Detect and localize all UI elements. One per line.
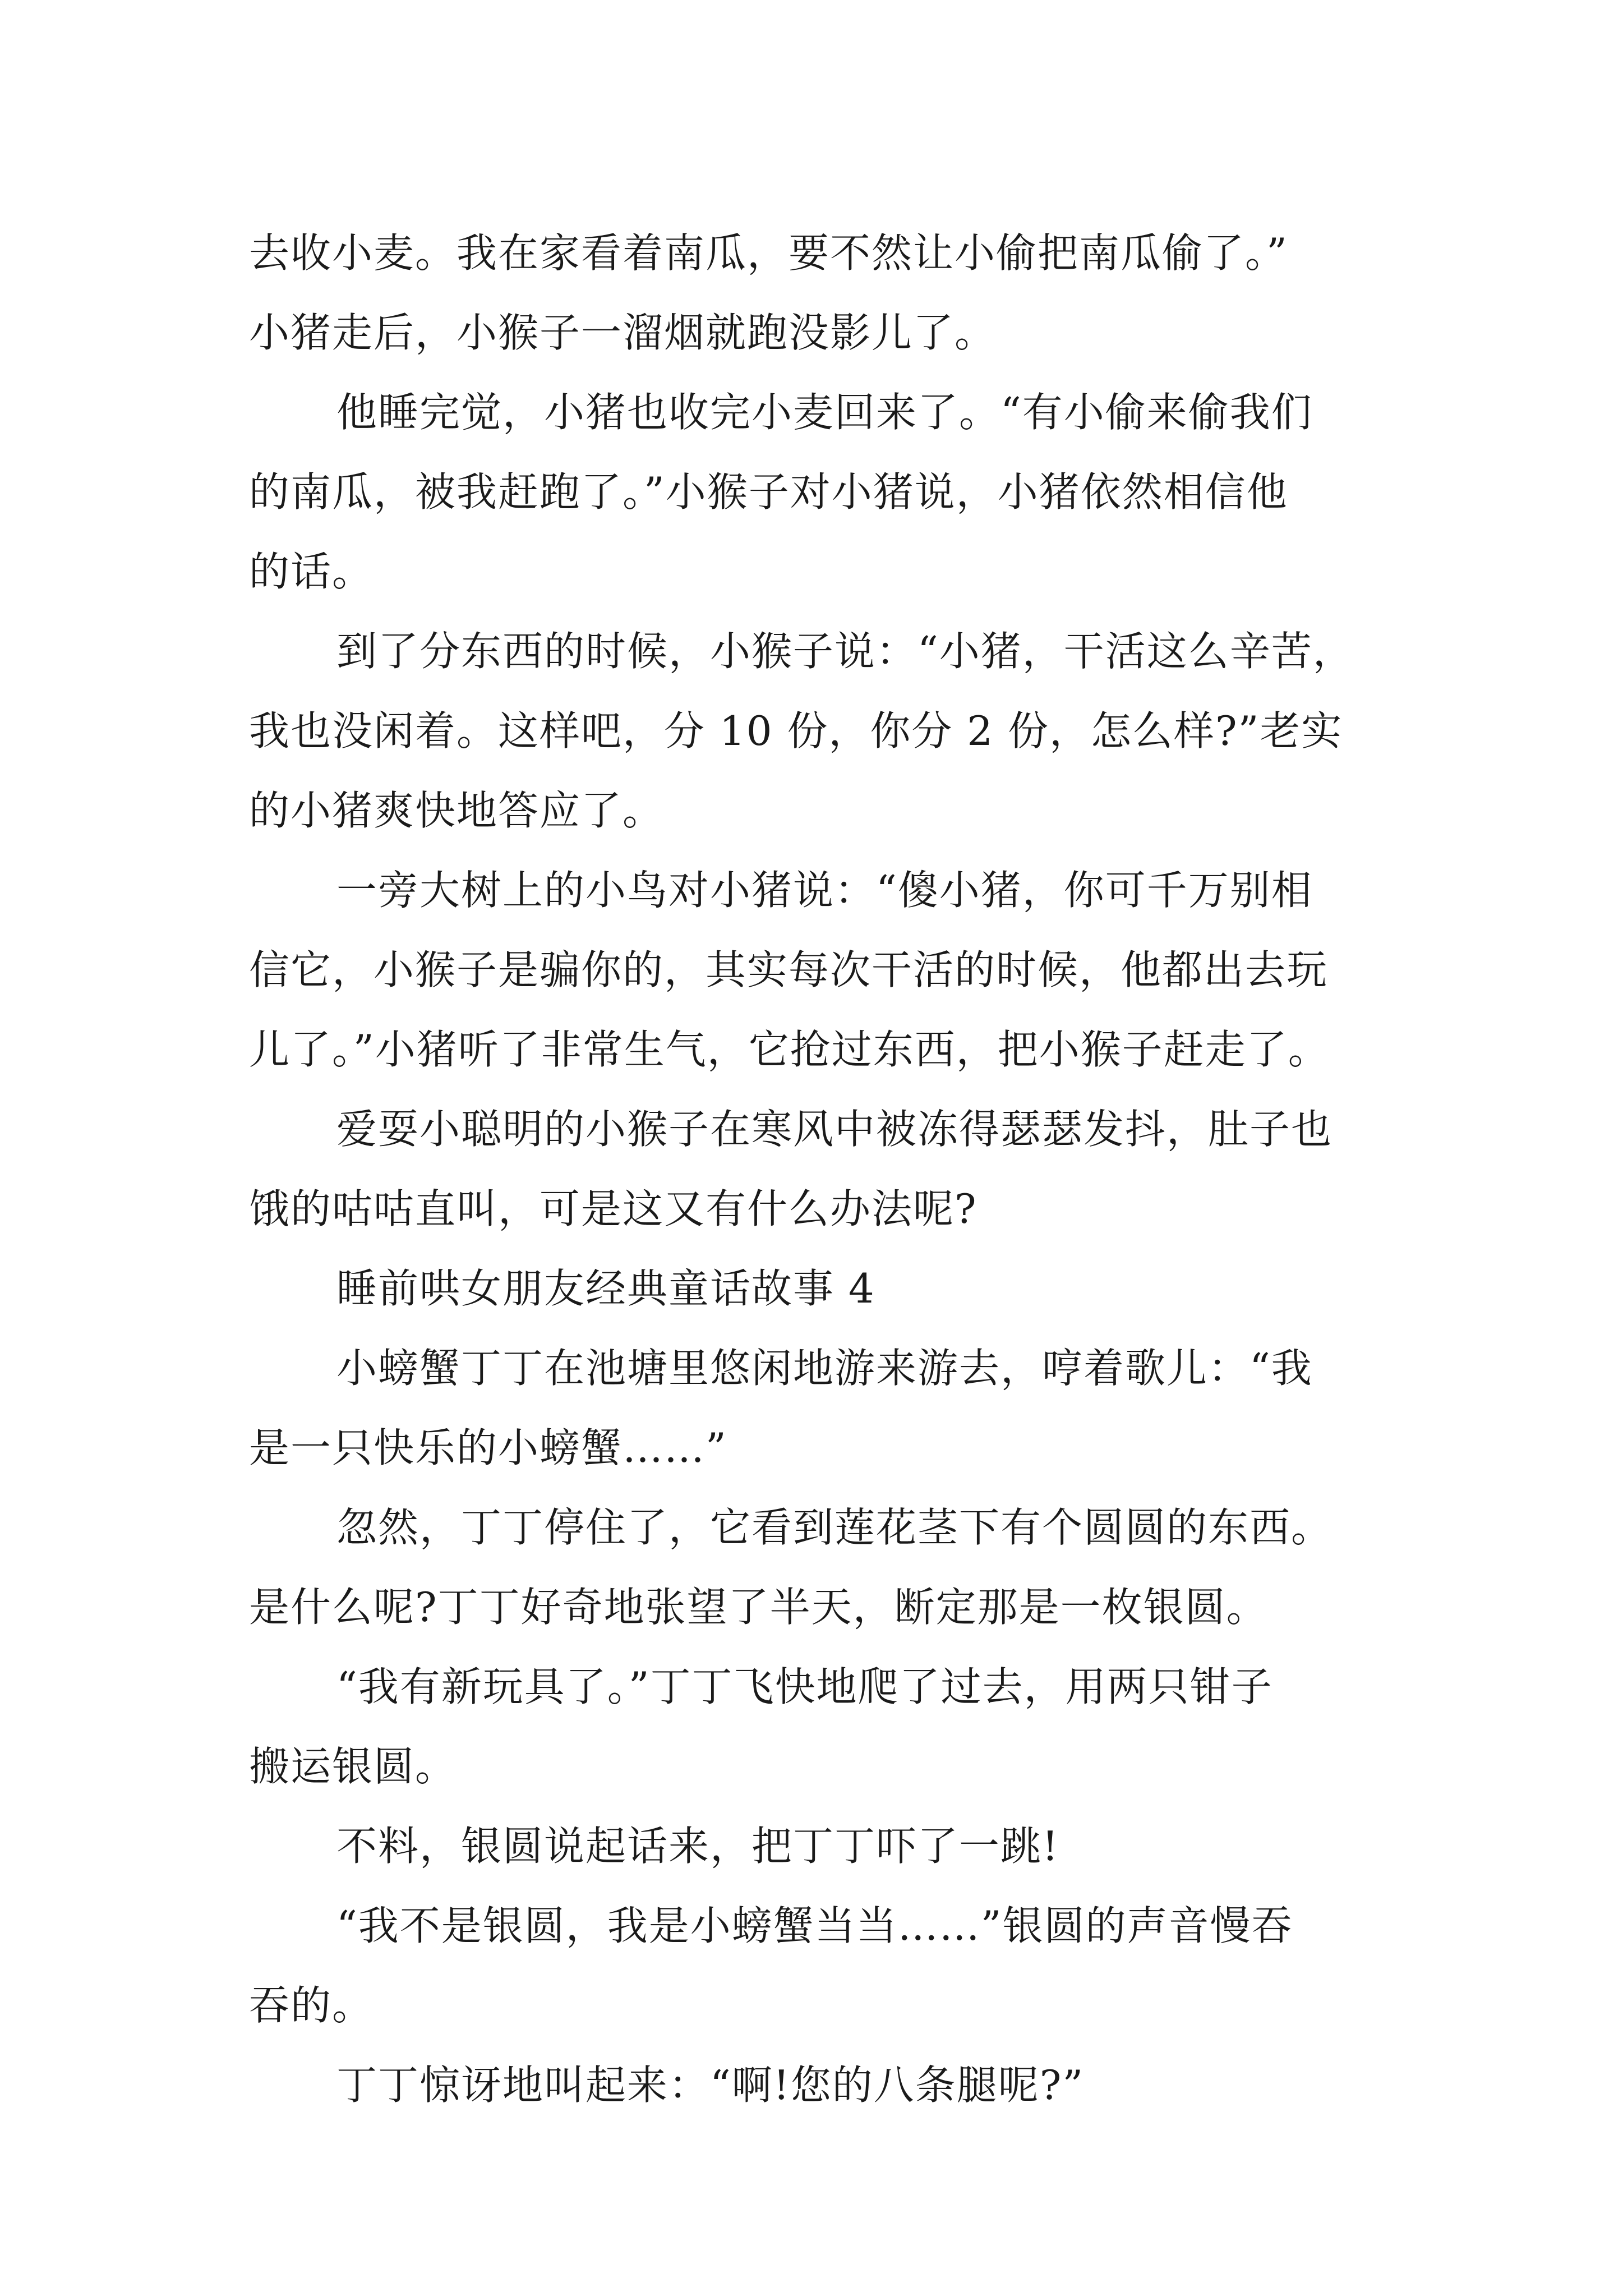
text-line: 的话。	[249, 548, 374, 595]
text-line: 爱耍小聪明的小猴子在寒风中被冻得瑟瑟发抖，肚子也	[336, 1106, 1333, 1153]
text-line: “我有新玩具了。”丁丁飞快地爬了过去，用两只钳子	[336, 1663, 1273, 1710]
text-line: 忽然，丁丁停住了，它看到莲花茎下有个圆圆的东西。	[336, 1504, 1333, 1551]
text-line: 小猪走后，小猴子一溜烟就跑没影儿了。	[249, 309, 997, 356]
text-line: 小螃蟹丁丁在池塘里悠闲地游来游去，哼着歌儿：“我	[336, 1345, 1313, 1392]
section-heading: 睡前哄女朋友经典童话故事 4	[336, 1265, 875, 1312]
text-line: 一旁大树上的小鸟对小猪说：“傻小猪，你可千万别相	[336, 867, 1313, 914]
text-line: “我不是银圆，我是小螃蟹当当……”银圆的声音慢吞	[336, 1902, 1293, 1949]
text-line: 饿的咕咕直叫，可是这又有什么办法呢?	[249, 1185, 978, 1232]
text-line: 的南瓜，被我赶跑了。”小猴子对小猪说，小猪依然相信他	[249, 468, 1288, 516]
text-line: 去收小麦。我在家看着南瓜，要不然让小偷把南瓜偷了。”	[249, 229, 1288, 277]
document-page	[249, 213, 1399, 2125]
text-line: 到了分东西的时候，小猴子说：“小猪，干活这么辛苦，	[336, 628, 1354, 675]
text-line: 他睡完觉，小猪也收完小麦回来了。“有小偷来偷我们	[336, 389, 1313, 436]
text-line: 丁丁惊讶地叫起来：“啊!您的八条腿呢?”	[336, 2062, 1085, 2109]
text-line: 不料，银圆说起话来，把丁丁吓了一跳!	[336, 1823, 1059, 1870]
text-line: 是什么呢?丁丁好奇地张望了半天，断定那是一枚银圆。	[249, 1584, 1268, 1631]
text-line: 搬运银圆。	[249, 1743, 457, 1790]
text-line: 我也没闲着。这样吧，分 10 份，你分 2 份，怎么样?”老实	[249, 707, 1343, 754]
text-line: 的小猪爽快地答应了。	[249, 787, 665, 834]
text-line: 儿了。”小猪听了非常生气，它抢过东西，把小猴子赶走了。	[249, 1026, 1330, 1073]
text-line: 是一只快乐的小螃蟹……”	[249, 1424, 727, 1471]
text-line: 信它，小猴子是骗你的，其实每次干活的时候，他都出去玩	[249, 946, 1329, 993]
text-line: 吞的。	[249, 1982, 374, 2029]
